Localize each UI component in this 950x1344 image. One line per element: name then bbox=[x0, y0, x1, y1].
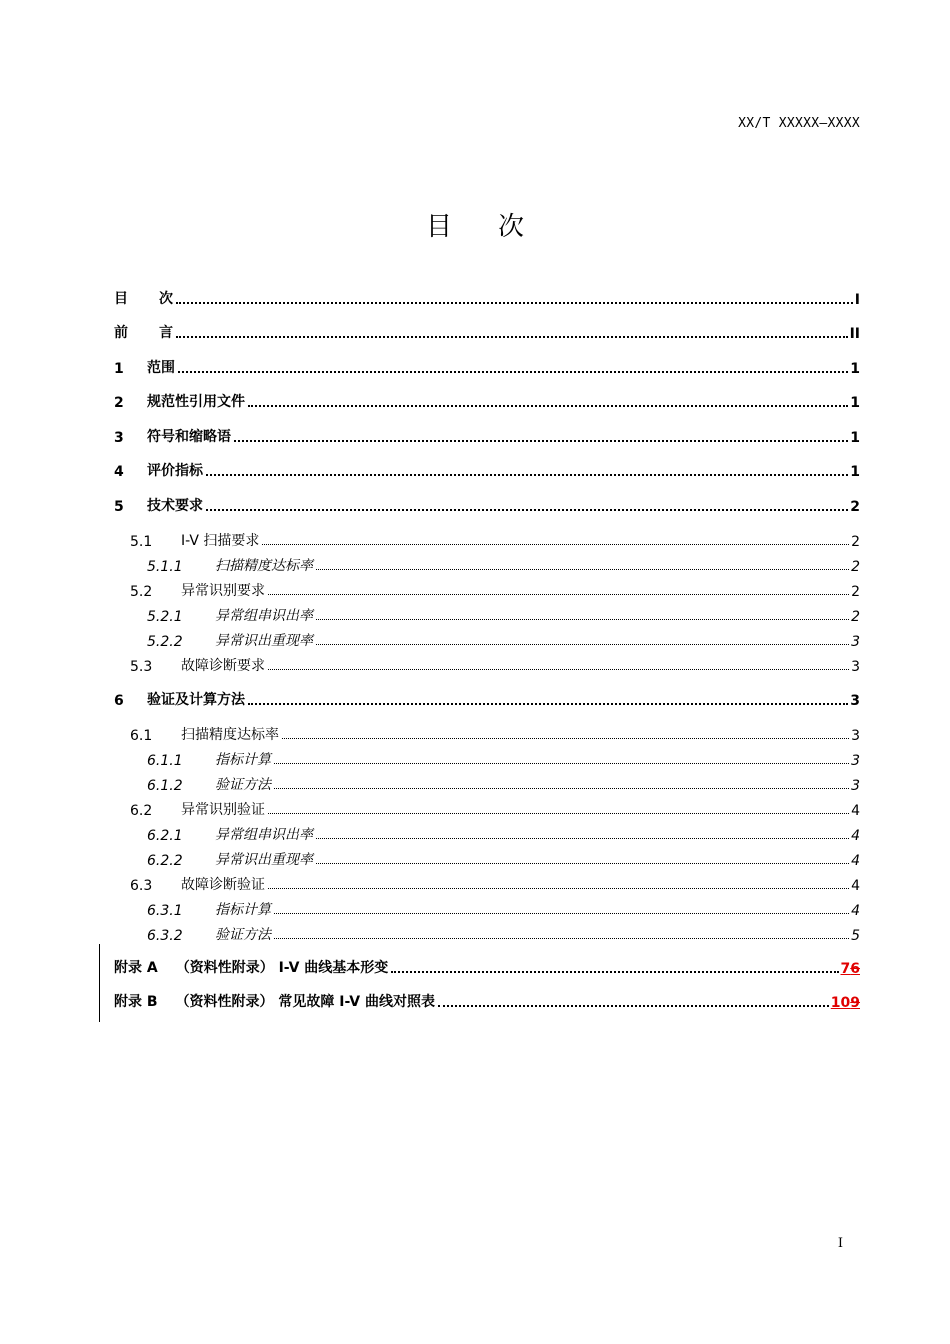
toc-dot-leader bbox=[206, 508, 848, 511]
toc-entry-page: 2 bbox=[851, 534, 860, 550]
toc-entry-label: 异常组串识出率 bbox=[215, 608, 313, 624]
toc-entry[interactable] bbox=[114, 770, 860, 794]
toc-entry-page: 3 bbox=[851, 634, 860, 650]
toc-entry-label: 验证方法 bbox=[215, 927, 271, 943]
toc-entry-page: 1 bbox=[850, 464, 860, 480]
toc-entry[interactable] bbox=[114, 422, 860, 446]
toc-entry[interactable] bbox=[114, 895, 860, 919]
toc-entry[interactable] bbox=[114, 387, 860, 411]
toc-entry[interactable] bbox=[114, 820, 860, 844]
toc-entry-number: 6.3 bbox=[130, 878, 153, 894]
toc-dot-leader bbox=[268, 593, 849, 595]
toc-entry-page: 3 bbox=[851, 753, 860, 769]
toc-entry-number: 附录 A bbox=[114, 960, 158, 976]
toc-entry-number: 6.2.2 bbox=[147, 853, 183, 869]
toc-entry-number: 6 bbox=[114, 693, 124, 709]
toc-dot-leader bbox=[206, 473, 848, 476]
toc-entry-label: 验证方法 bbox=[215, 777, 271, 793]
toc-dot-leader bbox=[282, 737, 849, 739]
toc-entry-label: 言 bbox=[159, 325, 173, 341]
page-number: I bbox=[837, 1236, 843, 1251]
toc-dot-leader bbox=[316, 618, 849, 620]
toc-dot-leader bbox=[248, 702, 848, 705]
toc-entry-number: 1 bbox=[114, 361, 124, 377]
toc-dot-leader bbox=[268, 812, 849, 814]
toc-entry-label: （资料性附录） I-V 曲线基本形变 bbox=[175, 960, 389, 976]
toc-entry-number: 6.1 bbox=[130, 728, 153, 744]
toc-entry[interactable] bbox=[114, 284, 860, 308]
toc-entry-label: 故障诊断要求 bbox=[181, 658, 265, 674]
toc-entry-number: 6.2.1 bbox=[147, 828, 183, 844]
toc-page-new: 7 bbox=[840, 961, 851, 977]
toc-dot-leader bbox=[316, 568, 849, 570]
toc-dot-leader bbox=[316, 643, 849, 645]
toc-dot-leader bbox=[268, 887, 849, 889]
toc-entry-number: 5.2 bbox=[130, 584, 153, 600]
toc-entry-label: 评价指标 bbox=[147, 463, 203, 479]
toc-entry-page: 1 bbox=[850, 361, 860, 377]
toc-entry[interactable] bbox=[114, 870, 860, 894]
toc-entry-number: 前 bbox=[114, 325, 128, 341]
toc-entry-page: 4 bbox=[851, 828, 860, 844]
toc-entry-page: 5 bbox=[851, 928, 860, 944]
toc-entry-page: 4 bbox=[851, 803, 860, 819]
toc-entry[interactable] bbox=[114, 987, 860, 1011]
toc-entry-label: 异常识出重现率 bbox=[215, 633, 313, 649]
toc-entry-page-revised bbox=[841, 961, 861, 977]
toc-entry-label: 规范性引用文件 bbox=[147, 394, 245, 410]
toc-entry[interactable] bbox=[114, 720, 860, 744]
toc-dot-leader bbox=[248, 404, 848, 407]
toc-entry[interactable] bbox=[114, 353, 860, 377]
toc-title-part1: 目 bbox=[425, 212, 452, 242]
toc-dot-leader bbox=[234, 439, 848, 442]
toc-entry-label: （资料性附录） 常见故障 I-V 曲线对照表 bbox=[175, 994, 436, 1010]
toc-entry-number: 6.3.1 bbox=[147, 903, 183, 919]
toc-dot-leader bbox=[274, 762, 849, 764]
toc-page-old-struck: 9 bbox=[850, 995, 860, 1011]
toc-entry-number: 5.2.2 bbox=[147, 634, 183, 650]
toc-entry-number: 2 bbox=[114, 395, 124, 411]
toc-entry-page: 4 bbox=[851, 878, 860, 894]
toc-entry[interactable] bbox=[114, 491, 860, 515]
toc-entry[interactable] bbox=[114, 626, 860, 650]
toc-title bbox=[0, 206, 950, 243]
toc-entry-page: 2 bbox=[851, 584, 860, 600]
toc-entry[interactable] bbox=[114, 651, 860, 675]
toc-entry-number: 6.2 bbox=[130, 803, 153, 819]
toc-entry-label: I-V 扫描要求 bbox=[181, 533, 260, 549]
toc-entry-label: 异常识出重现率 bbox=[215, 852, 313, 868]
toc-entry[interactable] bbox=[114, 795, 860, 819]
toc-entry-label: 故障诊断验证 bbox=[181, 877, 265, 893]
toc-entry[interactable] bbox=[114, 745, 860, 769]
toc-entry-number: 5.2.1 bbox=[147, 609, 183, 625]
toc-dot-leader bbox=[316, 837, 849, 839]
toc-dot-leader bbox=[391, 970, 838, 973]
toc-entry-number: 目 bbox=[114, 291, 128, 307]
toc-entry-number: 6.3.2 bbox=[147, 928, 183, 944]
toc-entry-number: 6.1.1 bbox=[147, 753, 183, 769]
toc-entry[interactable] bbox=[114, 845, 860, 869]
toc-entry-page: 2 bbox=[851, 609, 860, 625]
toc-entry-label: 验证及计算方法 bbox=[147, 692, 245, 708]
toc-dot-leader bbox=[316, 862, 849, 864]
toc-entry-page-revised bbox=[831, 995, 860, 1011]
toc-entry-label: 扫描精度达标率 bbox=[181, 727, 279, 743]
toc-entry-number: 4 bbox=[114, 464, 124, 480]
toc-entry-page: 1 bbox=[850, 430, 860, 446]
toc-entry[interactable] bbox=[114, 318, 860, 342]
toc-dot-leader bbox=[176, 335, 848, 338]
document-code: XX/T XXXXX—XXXX bbox=[738, 116, 860, 131]
toc-entry-label: 异常识别验证 bbox=[181, 802, 265, 818]
toc-entry[interactable] bbox=[114, 576, 860, 600]
toc-entry-page: 1 bbox=[850, 395, 860, 411]
toc-entry-label: 符号和缩略语 bbox=[147, 429, 231, 445]
toc-entry-label: 次 bbox=[159, 291, 173, 307]
toc-entry-label: 范围 bbox=[147, 360, 175, 376]
toc-entry-page: 4 bbox=[851, 853, 860, 869]
toc-entry-page: I bbox=[854, 292, 860, 308]
toc-entry[interactable] bbox=[114, 456, 860, 480]
toc-dot-leader bbox=[178, 370, 848, 373]
toc-entry-page: 4 bbox=[851, 903, 860, 919]
toc-dot-leader bbox=[274, 787, 849, 789]
toc-entry[interactable] bbox=[114, 551, 860, 575]
toc-dot-leader bbox=[262, 543, 849, 545]
toc-title-part2: 次 bbox=[498, 212, 525, 242]
toc-entry-number: 5 bbox=[114, 499, 124, 515]
toc-entry[interactable] bbox=[114, 601, 860, 625]
toc-dot-leader bbox=[176, 301, 853, 304]
toc-page-new: 10 bbox=[830, 995, 851, 1011]
toc-entry-label: 技术要求 bbox=[147, 498, 203, 514]
toc-entry[interactable] bbox=[114, 953, 860, 977]
toc-entry-number: 6.1.2 bbox=[147, 778, 183, 794]
toc-entry-label: 扫描精度达标率 bbox=[215, 558, 313, 574]
toc-entry-label: 指标计算 bbox=[215, 902, 271, 918]
toc-dot-leader bbox=[274, 912, 849, 914]
toc-entry-label: 指标计算 bbox=[215, 752, 271, 768]
toc-dot-leader bbox=[274, 937, 849, 939]
toc-entry-page: 3 bbox=[851, 778, 860, 794]
toc-entry-number: 5.3 bbox=[130, 659, 153, 675]
toc-entry-page: II bbox=[849, 326, 860, 342]
toc-dot-leader bbox=[268, 668, 849, 670]
toc-entry-page: 2 bbox=[850, 499, 860, 515]
toc-entry-label: 异常组串识出率 bbox=[215, 827, 313, 843]
toc-entry[interactable] bbox=[114, 685, 860, 709]
toc-entry[interactable] bbox=[114, 526, 860, 550]
toc-dot-leader bbox=[438, 1004, 829, 1007]
toc-entry-number: 3 bbox=[114, 430, 124, 446]
toc-entry-label: 异常识别要求 bbox=[181, 583, 265, 599]
toc-entry-page: 3 bbox=[851, 728, 860, 744]
toc-entry[interactable] bbox=[114, 920, 860, 944]
revision-change-bar bbox=[99, 944, 100, 1022]
toc-entry-page: 3 bbox=[850, 693, 860, 709]
toc-entry-number: 附录 B bbox=[114, 994, 158, 1010]
toc-entry-page: 2 bbox=[851, 559, 860, 575]
toc-entry-page: 3 bbox=[851, 659, 860, 675]
toc-entry-number: 5.1 bbox=[130, 534, 153, 550]
toc-entry-number: 5.1.1 bbox=[147, 559, 183, 575]
toc-page-old-struck: 6 bbox=[850, 961, 860, 977]
